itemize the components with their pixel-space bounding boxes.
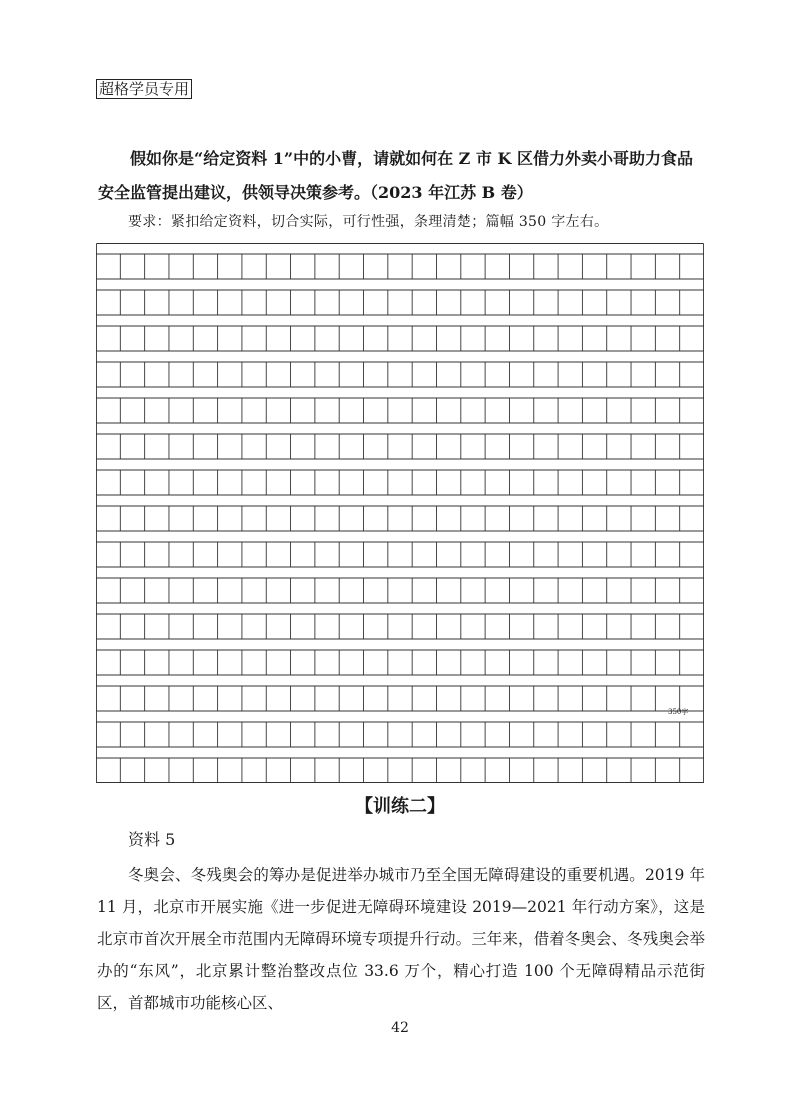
page-number: 42 <box>391 1020 409 1036</box>
question-requirement: 要求：紧扣给定资料，切合实际，可行性强，条理清楚；篇幅 350 字左右。 <box>128 214 609 230</box>
material-label: 资料 5 <box>128 830 176 849</box>
answer-grid-lines <box>96 243 704 783</box>
answer-grid[interactable] <box>96 243 704 783</box>
material-paragraph: 冬奥会、冬残奥会的筹办是促进举办城市乃至全国无障碍建设的重要机遇。2019 年 11 月，北京市开展实施《进一步促进无障碍环境建设 2019—2021 年行动方案》，这是北京市首次开展全市范围内无障碍环境专项提升行动。三年来，借着冬奥会、冬残奥会举办的“东风”，北京累计整治整改点位 33.6 万个，精心打造 100 个无障碍精品示范街区，首都城市功能核心区、 <box>97 866 705 1012</box>
student-only-stamp: 超格学员专用 <box>96 79 192 99</box>
word-count-marker: 350字 <box>668 708 689 716</box>
essay-question: 假如你是“给定资料 1”中的小曹，请就如何在 Z 市 K 区借力外卖小哥助力食品安全监管提出建议，供领导决策参考。（2023 年江苏 B 卷） <box>98 149 693 202</box>
section-title: 【训练二】 <box>355 796 445 817</box>
